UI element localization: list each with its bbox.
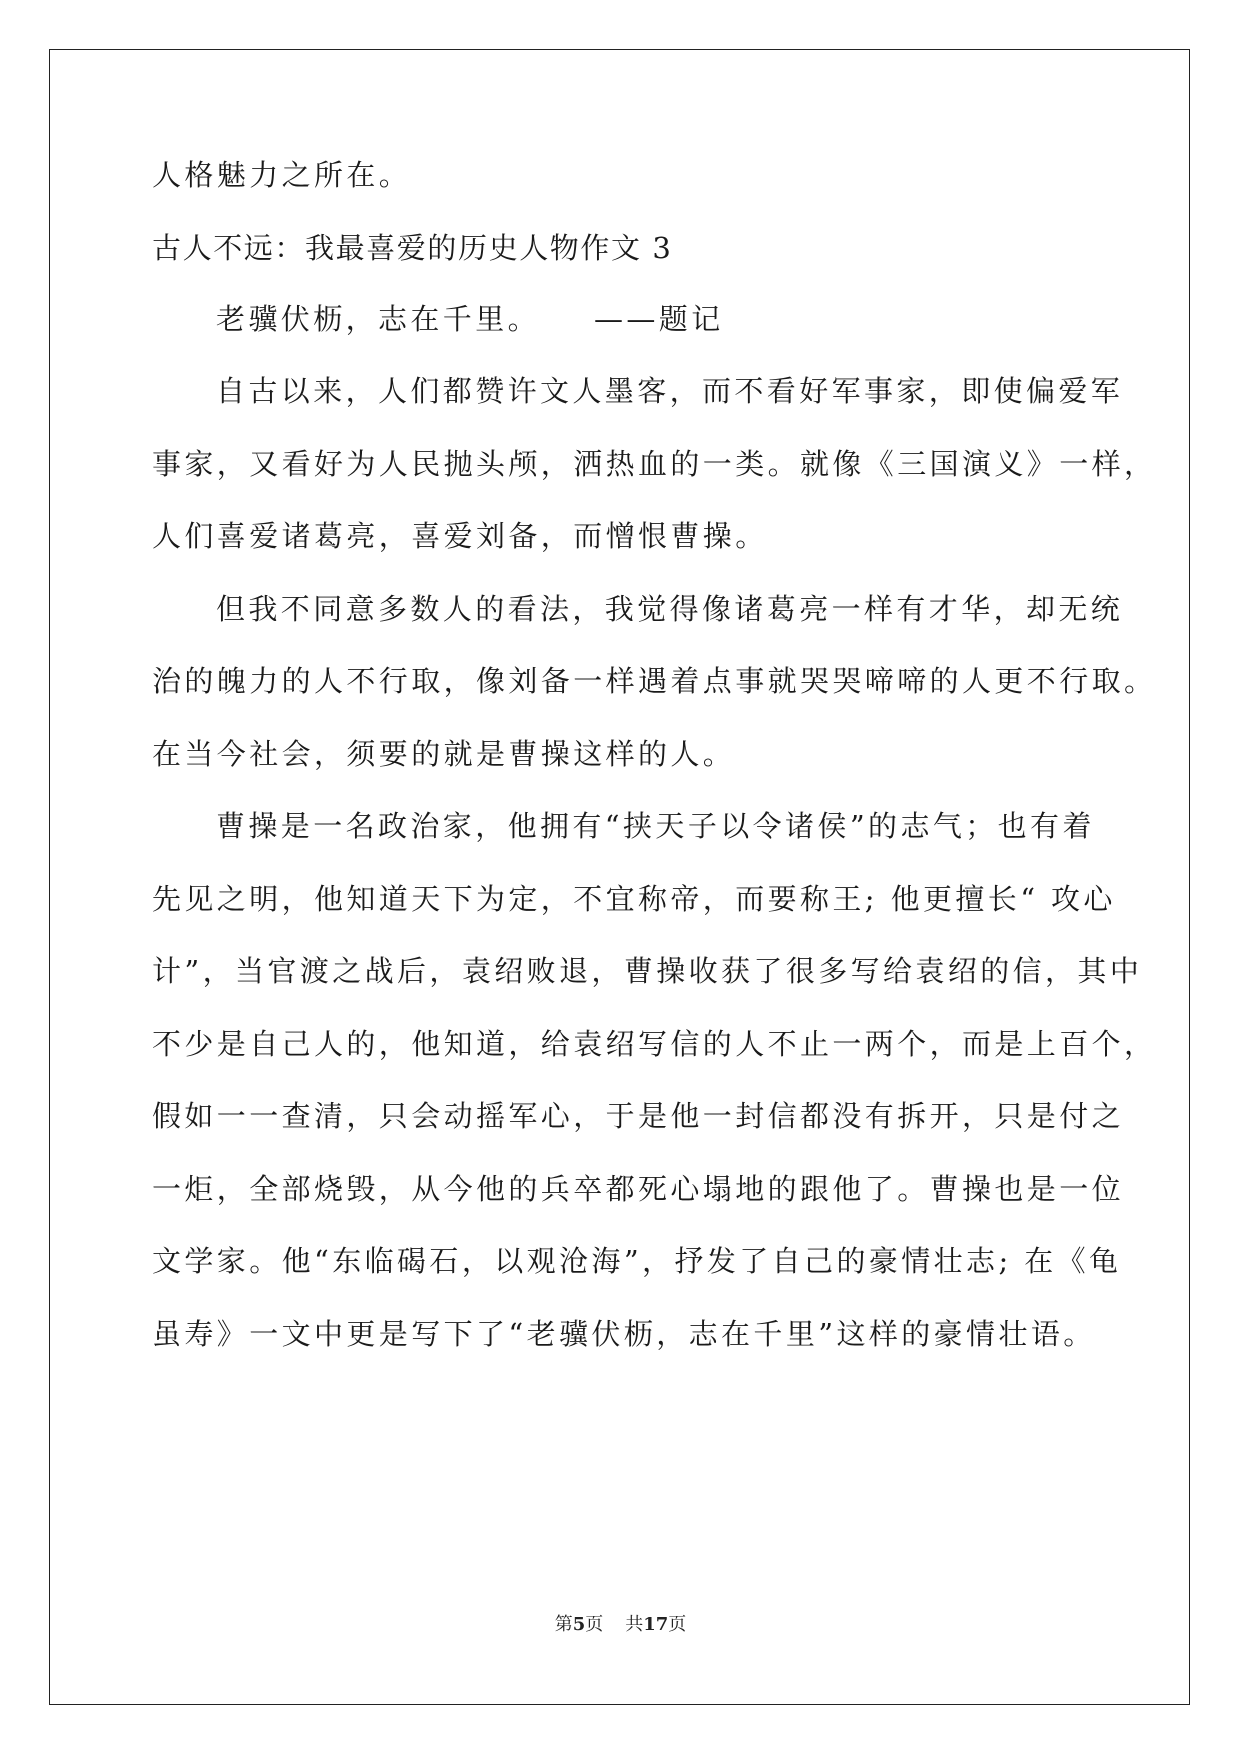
- paragraph-1-line-1: 自古以来，人们都赞许文人墨客，而不看好军事家，即使偏爱军: [216, 374, 1124, 408]
- paragraph-2-line-1: 但我不同意多数人的看法，我觉得像诸葛亮一样有才华，却无统: [216, 592, 1124, 626]
- paragraph-3-line-2: 先见之明，他知道天下为定，不宜称帝，而要称王; 他更擅长“ 攻心: [152, 882, 1116, 916]
- section-heading: 古人不远：我最喜爱的历史人物作文 3: [152, 231, 673, 265]
- footer-total-prefix: 共: [625, 1614, 644, 1635]
- page-border: [49, 49, 1190, 1705]
- paragraph-3-line-8: 虽寿》一文中更是写下了“老骥伏枥，志在千里”这样的豪情壮语。: [152, 1317, 1096, 1351]
- paragraph-3-line-4: 不少是自己人的，他知道，给袁绍写信的人不止一两个，而是上百个，: [152, 1027, 1157, 1061]
- epigraph-quote: 老骥伏枥，志在千里。: [216, 302, 541, 336]
- paragraph-3-line-3: 计”，当官渡之战后，袁绍败退，曹操收获了很多写给袁绍的信，其中: [152, 954, 1143, 988]
- footer-prefix: 第: [554, 1614, 573, 1635]
- text-line-1: 人格魅力之所在。: [152, 158, 412, 192]
- paragraph-2-line-2: 治的魄力的人不行取，像刘备一样遇着点事就哭哭啼啼的人更不行取。: [152, 664, 1157, 698]
- footer-page-suffix: 页: [585, 1614, 604, 1635]
- paragraph-1-line-2: 事家，又看好为人民抛头颅，洒热血的一类。就像《三国演义》一样，: [152, 447, 1157, 481]
- footer-page-number: 5: [572, 1614, 586, 1635]
- page-footer: [0, 1610, 1241, 1636]
- paragraph-3-line-5: 假如一一查清，只会动摇军心，于是他一封信都没有拆开，只是付之: [152, 1099, 1125, 1133]
- footer-total-pages: 17: [643, 1614, 669, 1635]
- paragraph-1-line-3: 人们喜爱诸葛亮，喜爱刘备，而憎恨曹操。: [152, 519, 768, 553]
- paragraph-3-line-6: 一炬，全部烧毁，从今他的兵卒都死心塌地的跟他了。曹操也是一位: [152, 1172, 1125, 1206]
- epigraph-attribution: ——题记: [594, 302, 724, 336]
- paragraph-3-line-1: 曹操是一名政治家，他拥有“挟天子以令诸侯”的志气；也有着: [216, 809, 1095, 843]
- paragraph-2-line-3: 在当今社会，须要的就是曹操这样的人。: [152, 737, 736, 771]
- footer-total-suffix: 页: [668, 1614, 687, 1635]
- paragraph-3-line-7: 文学家。他“东临碣石，以观沧海”，抒发了自己的豪情壮志; 在《龟: [152, 1244, 1122, 1278]
